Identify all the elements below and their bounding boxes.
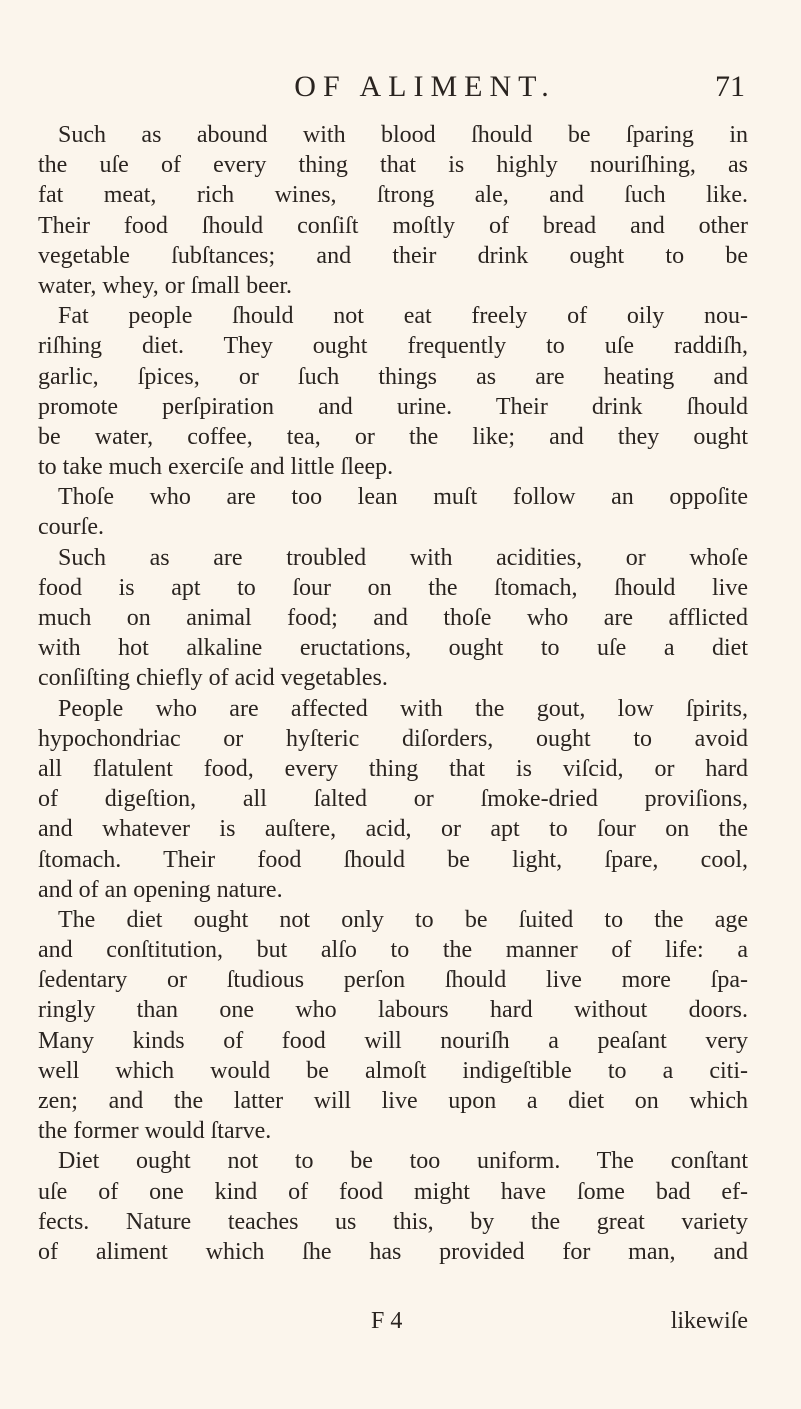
signature-mark: F 4 — [371, 1308, 403, 1334]
text-line: hypochondriac or hyſteric diſorders, ought to avoid — [38, 725, 748, 752]
text-line: People who are affected with the gout, low ſpirits, — [58, 695, 748, 722]
text-line: garlic, ſpices, or ſuch things as are heating and — [38, 363, 748, 390]
text-line: be water, coffee, tea, or the like; and they ought — [38, 423, 748, 450]
text-line: all flatulent food, every thing that is viſcid, or hard — [38, 755, 748, 782]
text-line: ſtomach. Their food ſhould be light, ſpare, cool, — [38, 846, 748, 873]
text-line: Such as abound with blood ſhould be ſparing in — [58, 122, 748, 148]
text-line: vegetable ſubſtances; and their drink ought to be — [38, 242, 748, 269]
page-header — [0, 70, 801, 106]
text-line: and conſtitution, but alſo to the manner of life: a — [38, 937, 748, 964]
text-line: promote perſpiration and urine. Their drink ſhould — [38, 393, 748, 420]
body-text — [38, 120, 748, 1267]
text-line: Thoſe who are too lean muſt follow an oppoſite — [58, 484, 748, 511]
text-line: The diet ought not only to be ſuited to the age — [58, 906, 748, 933]
text-line: water, whey, or ſmall beer. — [38, 272, 293, 299]
text-line: Their food ſhould conſiſt moſtly of bread and other — [38, 212, 748, 239]
text-line: Diet ought not to be too uniform. The conſtant — [58, 1148, 748, 1175]
text-line: to take much exerciſe and little ſleep. — [38, 454, 394, 481]
text-line: much on animal food; and thoſe who are afflicted — [38, 605, 748, 631]
text-line: uſe of one kind of food might have ſome bad ef- — [38, 1178, 748, 1205]
text-line: Such as are troubled with acidities, or whoſe — [58, 544, 748, 571]
text-line: fat meat, rich wines, ſtrong ale, and ſuch like. — [38, 182, 748, 209]
text-line: ſedentary or ſtudious perſon ſhould live more ſpa- — [38, 967, 748, 994]
text-line: of digeſtion, all ſalted or ſmoke-dried proviſions, — [38, 786, 748, 813]
page-footer — [38, 1306, 748, 1336]
running-head: OF ALIMENT. — [294, 70, 556, 103]
text-line: and of an opening nature. — [38, 876, 283, 903]
text-line: zen; and the latter will live upon a diet on which — [38, 1088, 748, 1114]
text-line: fects. Nature teaches us this, by the great variety — [38, 1208, 748, 1235]
text-line: conſiſting chiefly of acid vegetables. — [38, 665, 388, 692]
text-line: courſe. — [38, 514, 104, 541]
text-line: of aliment which ſhe has provided for man, and — [38, 1238, 748, 1265]
text-line: Fat people ſhould not eat freely of oily nou- — [58, 303, 748, 330]
text-line: food is apt to ſour on the ſtomach, ſhould live — [38, 574, 748, 601]
text-line: the former would ſtarve. — [38, 1118, 272, 1145]
text-line: and whatever is auſtere, acid, or apt to ſour on the — [38, 816, 748, 843]
catchword: likewiſe — [670, 1308, 748, 1334]
text-line: Many kinds of food will nouriſh a peaſant very — [38, 1027, 748, 1054]
text-line: with hot alkaline eructations, ought to uſe a diet — [38, 635, 748, 662]
text-line: well which would be almoſt indigeſtible to a citi- — [38, 1057, 748, 1084]
text-line: ringly than one who labours hard without doors. — [38, 997, 748, 1024]
page-number: 71 — [715, 70, 745, 103]
text-line: the uſe of every thing that is highly nouriſhing, as — [38, 152, 748, 179]
text-line: riſhing diet. They ought frequently to uſe raddiſh, — [38, 333, 748, 360]
